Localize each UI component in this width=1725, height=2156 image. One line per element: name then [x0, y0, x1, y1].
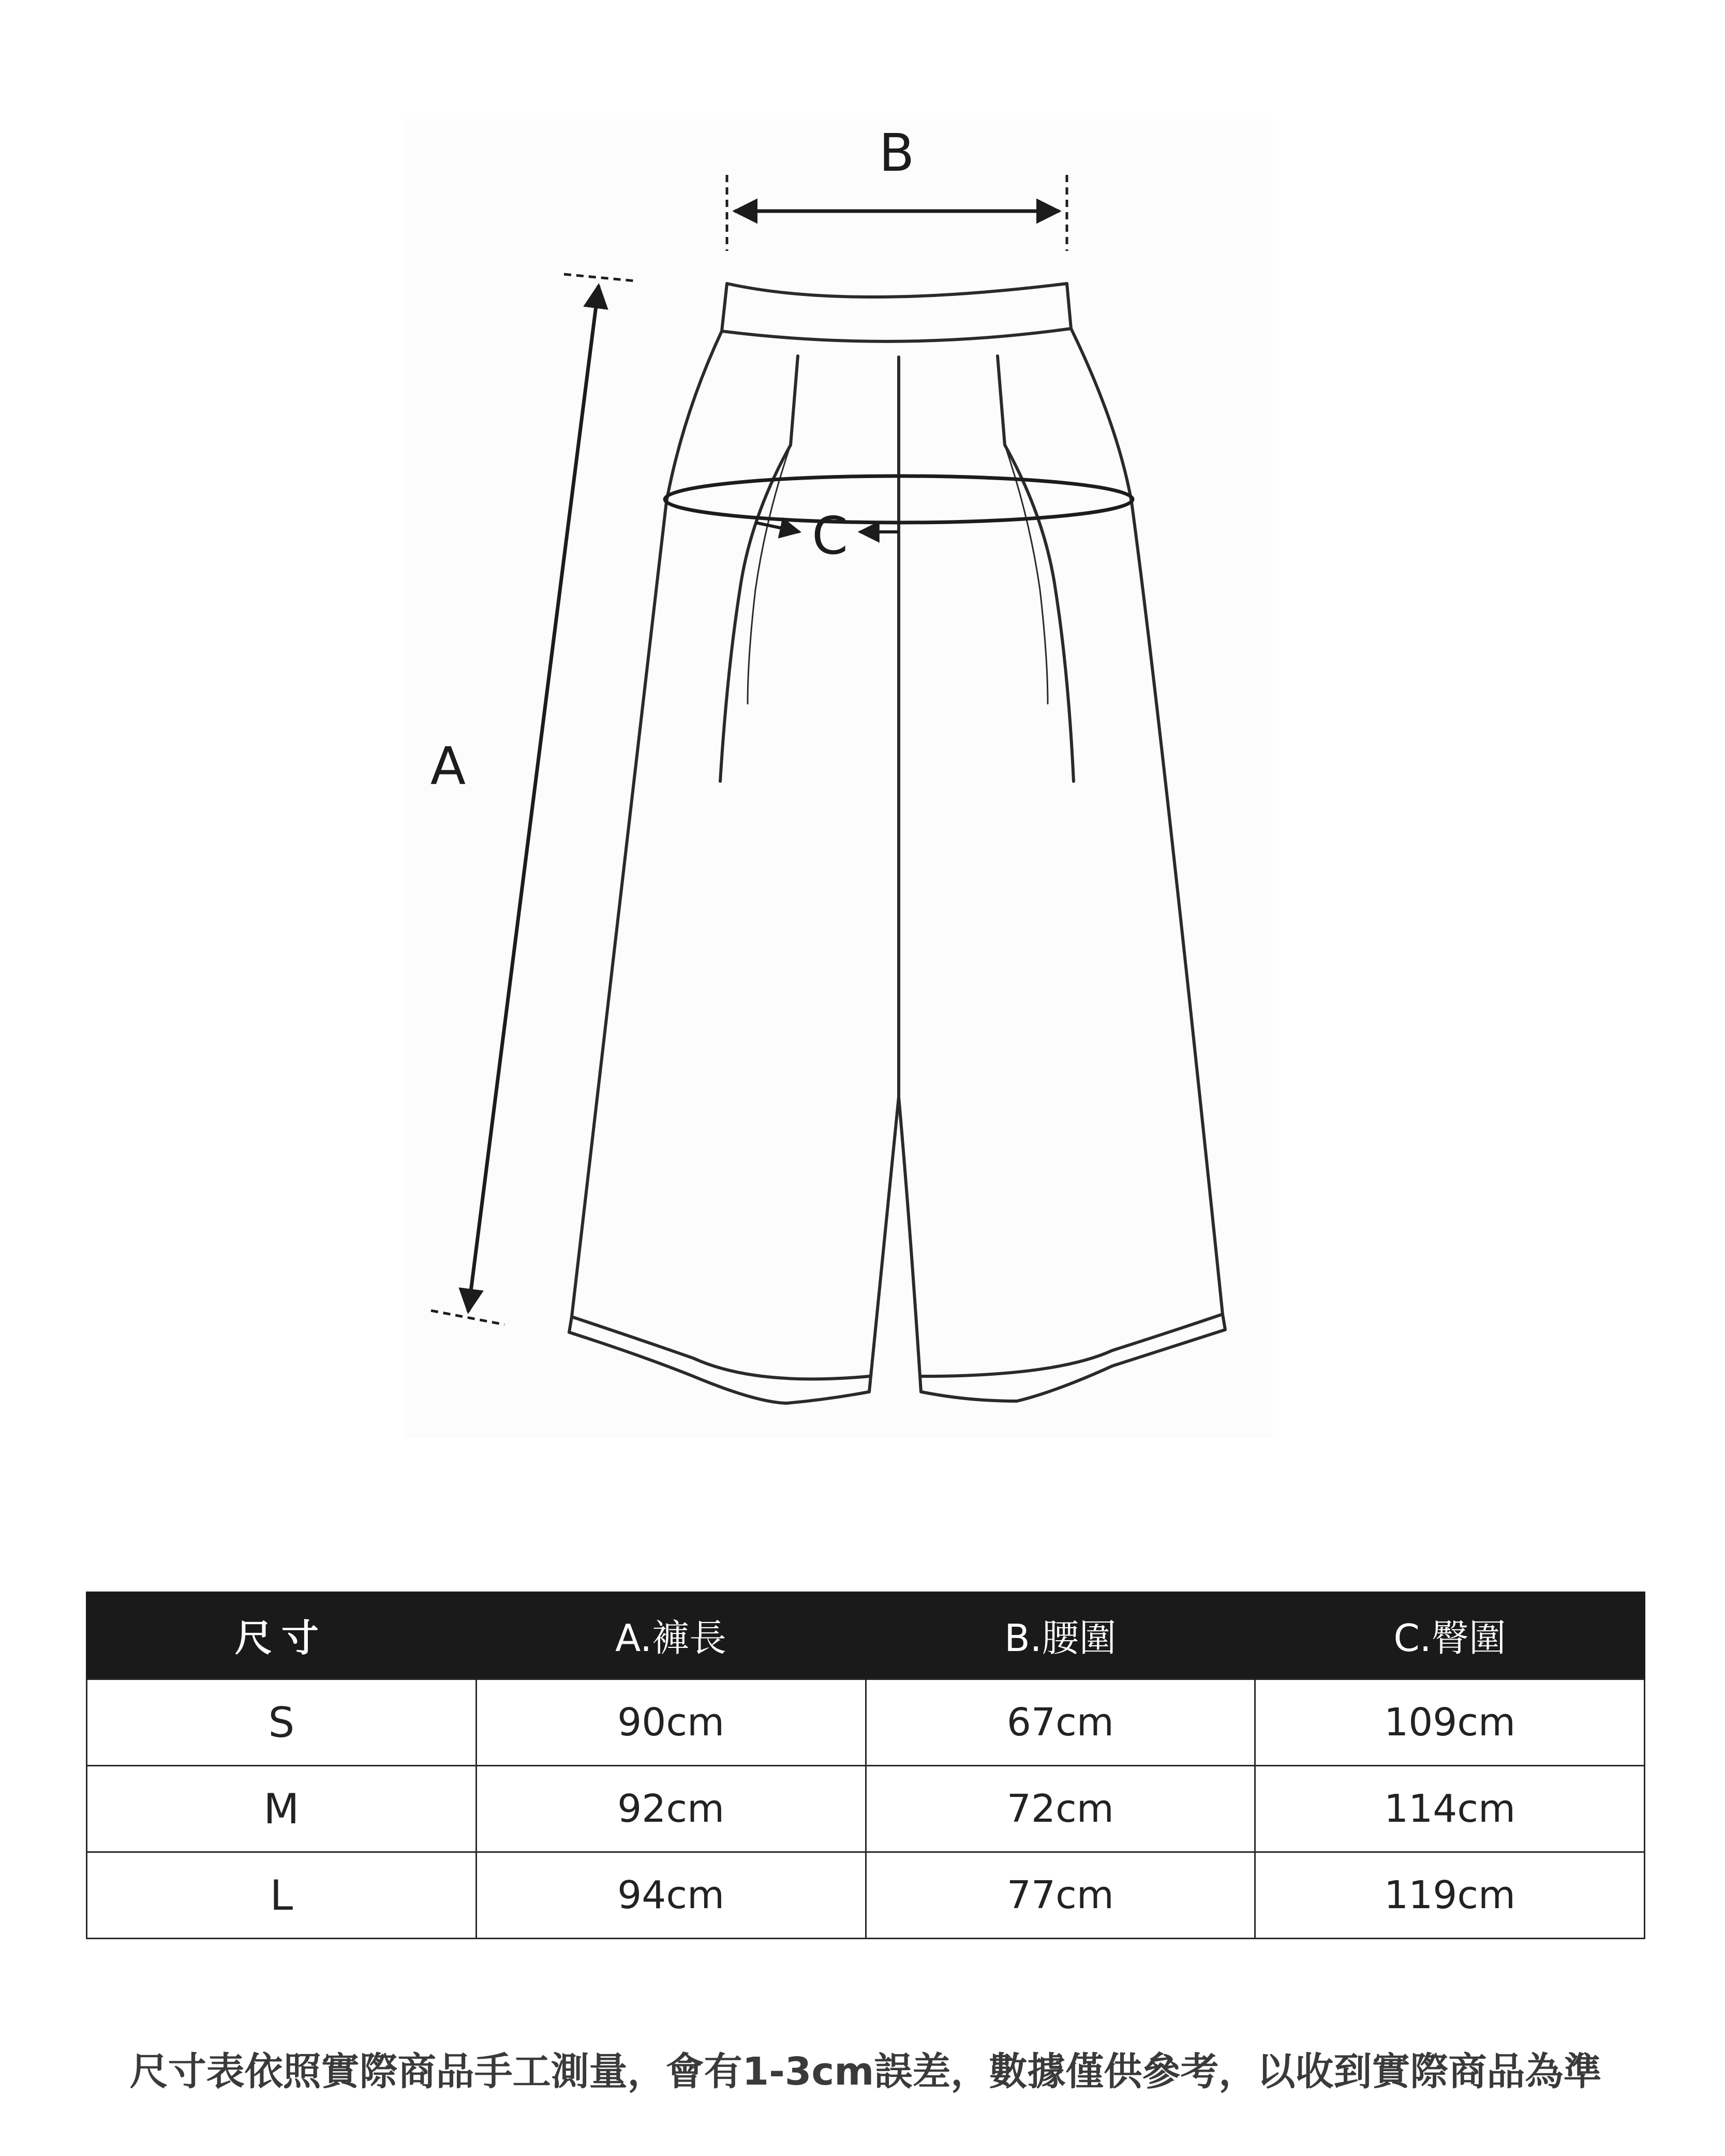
table-header-row — [87, 1592, 1645, 1679]
length-cell: 92cm — [476, 1766, 866, 1852]
dim-label-b: B — [879, 123, 915, 183]
hip-cell: 109cm — [1255, 1679, 1645, 1766]
table-row — [87, 1679, 1645, 1766]
header-hip: C.臀圍 — [1255, 1592, 1645, 1679]
diagram-backdrop — [404, 119, 1273, 1438]
size-cell: M — [87, 1766, 477, 1852]
hip-cell: 119cm — [1255, 1852, 1645, 1939]
header-length: A.褲長 — [476, 1592, 866, 1679]
hip-cell: 114cm — [1255, 1766, 1645, 1852]
waist-cell: 67cm — [866, 1679, 1255, 1766]
dim-label-c: C — [812, 505, 848, 566]
table-row — [87, 1852, 1645, 1939]
waist-cell: 77cm — [866, 1852, 1255, 1939]
measurement-disclaimer: 尺寸表依照實際商品手工測量，會有1-3cm誤差，數據僅供參考，以收到實際商品為準 — [129, 2049, 1602, 2094]
dim-label-a: A — [430, 736, 466, 796]
size-cell: L — [87, 1852, 477, 1939]
size-cell: S — [87, 1679, 477, 1766]
header-size: 尺寸 — [87, 1592, 477, 1679]
length-cell: 94cm — [476, 1852, 866, 1939]
header-waist: B.腰圍 — [866, 1592, 1255, 1679]
waist-cell: 72cm — [866, 1766, 1255, 1852]
size-chart-table — [86, 1592, 1645, 1939]
length-cell: 90cm — [476, 1679, 866, 1766]
table-row — [87, 1766, 1645, 1852]
